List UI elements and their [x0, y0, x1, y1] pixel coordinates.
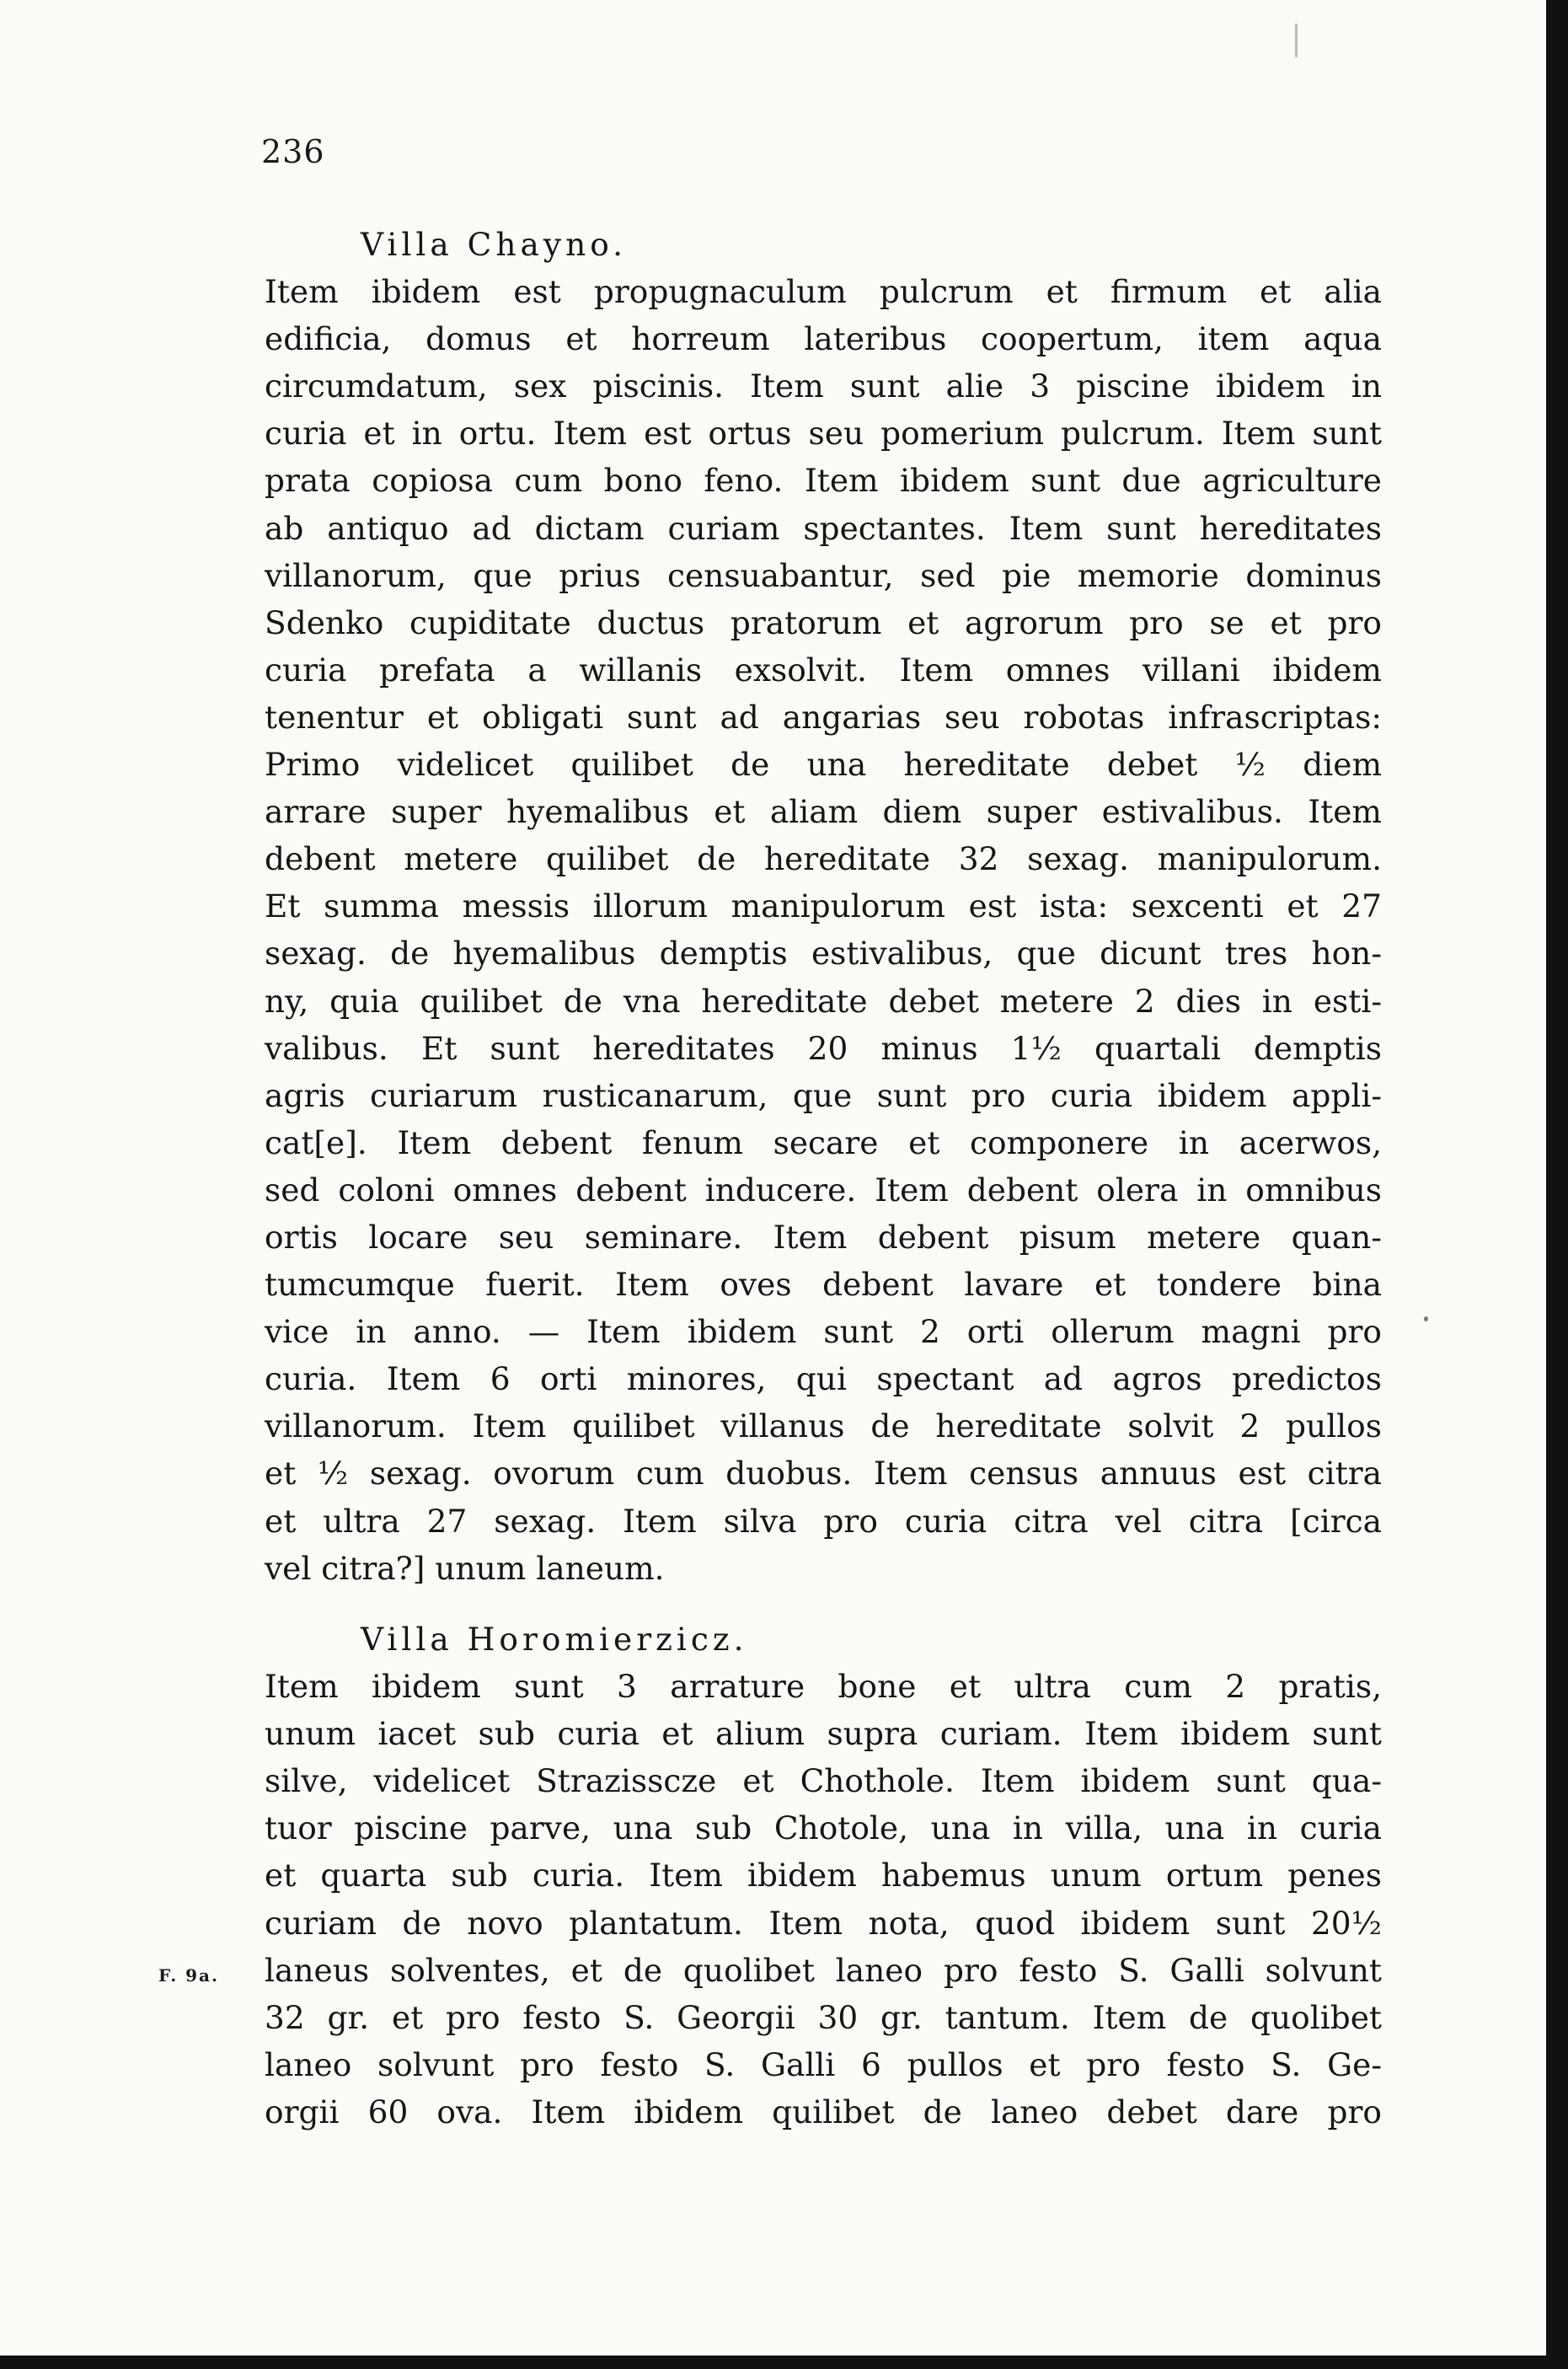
text-line: curiam de novo plantatum. Item nota, quod ibidem sunt 20½: [265, 1904, 1382, 1942]
text-line: orgii 60 ova. Item ibidem quilibet de laneo debet dare pro: [265, 2093, 1382, 2130]
text-line: Sdenko cupiditate ductus pratorum et agrorum pro se et pro: [265, 603, 1382, 641]
text-line: Item ibidem sunt 3 arrature bone et ultra cum 2 pratis,: [265, 1668, 1382, 1706]
section-heading: Villa Chayno.: [361, 226, 628, 263]
text-line: cat[e]. Item debent fenum secare et componere in acerwos,: [265, 1123, 1382, 1161]
text-line: villanorum. Item quilibet villanus de hereditate solvit 2 pullos: [265, 1407, 1382, 1445]
text-line: sexag. de hyemalibus demptis estivalibus, que dicunt tres hon-: [265, 935, 1382, 973]
text-line: vel citra?] unum laneum.: [265, 1549, 665, 1587]
text-line: unum iacet sub curia et alium supra curiam. Item ibidem sunt: [265, 1715, 1382, 1753]
text-line: laneo solvunt pro festo S. Galli 6 pullos et pro festo S. Ge-: [265, 2045, 1382, 2083]
text-line: Primo videlicet quilibet de una hereditate debet ½ diem: [265, 746, 1382, 784]
text-line: circumdatum, sex piscinis. Item sunt alie 3 piscine ibidem in: [265, 367, 1382, 405]
text-line: arrare super hyemalibus et aliam diem super estivalibus. Item: [265, 793, 1382, 831]
text-line: ny, quia quilibet de vna hereditate debet metere 2 dies in esti-: [265, 982, 1382, 1020]
section-villa-chayno: [265, 221, 1382, 1592]
scan-speck: [1424, 1316, 1428, 1321]
text-line: tenentur et obligati sunt ad angarias seu robotas infrascriptas:: [265, 698, 1382, 736]
scan-border-right: [1546, 0, 1568, 2369]
text-line: curia et in ortu. Item est ortus seu pomerium pulcrum. Item sunt: [265, 415, 1382, 453]
margin-note: F. 9a.: [158, 1965, 219, 1986]
text-line: Item ibidem est propugnaculum pulcrum et firmum et alia: [265, 273, 1382, 311]
text-line: ab antiquo ad dictam curiam spectantes. Item sunt hereditates: [265, 509, 1382, 547]
scan-speck: [1295, 24, 1298, 57]
text-line: et ultra 27 sexag. Item silva pro curia citra vel citra [circa: [265, 1502, 1382, 1540]
text-line: ortis locare seu seminare. Item debent pisum metere quan-: [265, 1218, 1382, 1256]
scan-border-bottom: [0, 2356, 1568, 2369]
text-line: silve, videlicet Strazisscze et Chothole. Item ibidem sunt qua-: [265, 1762, 1382, 1800]
text-line: curia prefata a willanis exsolvit. Item omnes villani ibidem: [265, 651, 1382, 689]
page-number: 236: [261, 133, 325, 170]
text-line: tumcumque fuerit. Item oves debent lavare et tondere bina: [265, 1266, 1382, 1304]
text-line: valibus. Et sunt hereditates 20 minus 1½ quartali demptis: [265, 1029, 1382, 1067]
text-line: debent metere quilibet de hereditate 32 sexag. manipulorum.: [265, 840, 1382, 878]
text-line: et quarta sub curia. Item ibidem habemus unum ortum penes: [265, 1857, 1382, 1895]
section-villa-horomierzicz: [265, 1616, 1382, 2136]
text-line: tuor piscine parve, una sub Chotole, una in villa, una in curia: [265, 1809, 1382, 1847]
text-line: vice in anno. — Item ibidem sunt 2 orti ollerum magni pro: [265, 1313, 1382, 1351]
section-heading: Villa Horomierzicz.: [361, 1621, 748, 1658]
text-line: Et summa messis illorum manipulorum est ista: sexcenti et 27: [265, 887, 1382, 925]
text-line: agris curiarum rusticanarum, que sunt pro curia ibidem appli-: [265, 1076, 1382, 1114]
text-line: edificia, domus et horreum lateribus coopertum, item aqua: [265, 320, 1382, 358]
text-line: laneus solventes, et de quolibet laneo pro festo S. Galli solvunt: [265, 1951, 1382, 1989]
text-line: et ½ sexag. ovorum cum duobus. Item census annuus est citra: [265, 1455, 1382, 1493]
text-line: curia. Item 6 orti minores, qui spectant ad agros predictos: [265, 1360, 1382, 1398]
text-line: prata copiosa cum bono feno. Item ibidem sunt due agriculture: [265, 462, 1382, 500]
text-line: sed coloni omnes debent inducere. Item debent olera in omnibus: [265, 1171, 1382, 1209]
text-line: 32 gr. et pro festo S. Georgii 30 gr. tantum. Item de quolibet: [265, 1998, 1382, 2036]
text-line: villanorum, que prius censuabantur, sed pie memorie dominus: [265, 556, 1382, 594]
